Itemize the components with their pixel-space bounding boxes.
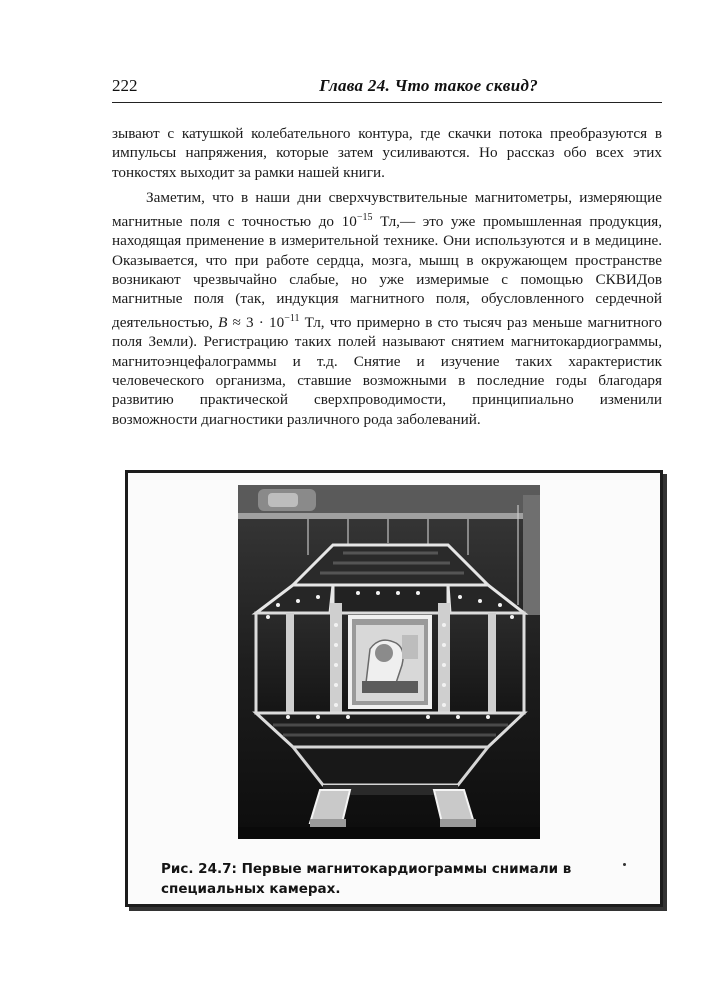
paragraph-continuation: зывают с катушкой колебательного контура, где скачки потока преобразуются в импульсы напряжения, которые затем усиливаются. Но рассказ обо всех этих тонкостях выходит за рамки нашей книги. <box>112 125 662 181</box>
header-rule <box>112 102 662 103</box>
mantissa-2: 10 <box>269 313 285 331</box>
approx-expression: ≈ 3 · <box>227 313 270 331</box>
scan-speck <box>623 863 626 866</box>
paragraph-magnetometers <box>112 188 662 429</box>
paragraph-text-part-1: Заметим, что в наши дни сверхчувствительные магнитометры, измеряющие магнитные поля с точностью до <box>112 189 662 230</box>
magnetically-shielded-chamber-photo <box>238 485 540 839</box>
symbol-b: B <box>218 313 228 331</box>
paragraph-text-part-3: Тл, что примерно в сто тысяч раз меньше магнитного поля Земли). Регистрацию таких полей называют снятием магнитокардиограммы, магнитоэнцефалограммы и т.д. Снятие и изучение таких характеристик человеческого организма, ставшие возможными в последние годы благодаря развитию практической сверхпроводимости, принципиально изменили возможности диагностики различного рода заболеваний. <box>112 313 662 428</box>
exponent-1: −15 <box>356 211 373 223</box>
power-of-ten-1 <box>342 213 373 230</box>
chapter-title: Глава 24. Что такое сквид? <box>319 76 538 95</box>
running-header <box>112 76 660 102</box>
figure-caption: Рис. 24.7: Первые магнитокардиограммы снимали в специальных камерах. <box>161 861 572 897</box>
body-text <box>112 124 662 429</box>
page-number: 222 <box>112 76 138 95</box>
exponent-2: −11 <box>284 312 300 324</box>
figure-frame <box>125 470 663 907</box>
paragraph-text-part-2: Тл,— это уже промышленная продукция, находящая применение в измерительной технике. Они используются и в медицине. Оказывается, что при работе сердца, мозга, мышц в окружающем пространстве возникают чрезвычайно слабые, но уже измеримые с помощью СКВИДов магнитные поля (так, индукция магнитного поля, обусловленного сердечной деятельностью, <box>112 212 662 331</box>
mantissa-1: 10 <box>341 212 357 230</box>
power-of-ten-2 <box>269 314 299 331</box>
